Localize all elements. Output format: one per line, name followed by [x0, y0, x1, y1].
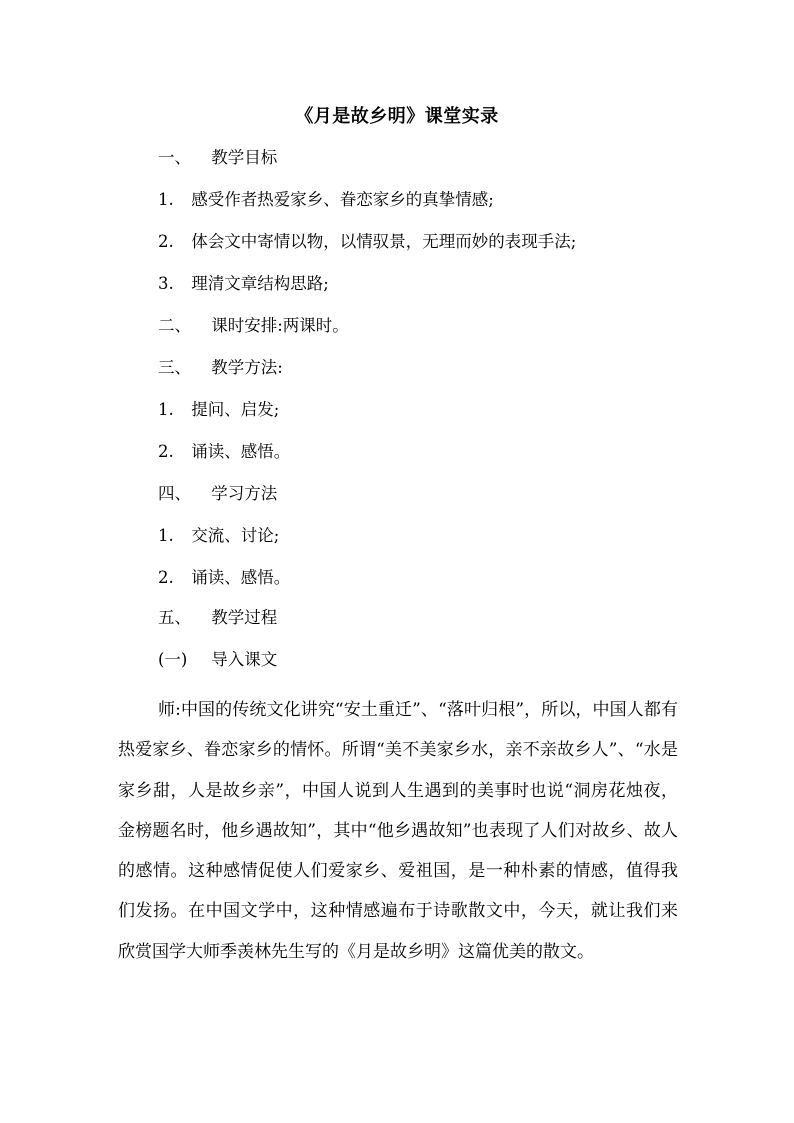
section-marker: 五、	[158, 608, 191, 627]
item-text: 提问、启发;	[191, 400, 280, 419]
section-marker: 三、	[158, 358, 191, 377]
item-number: 1.	[158, 526, 174, 545]
section-marker: 二、	[158, 316, 191, 335]
list-item	[158, 188, 494, 212]
section-heading-5	[158, 606, 277, 630]
section-heading-2	[158, 314, 349, 338]
item-text: 理清文章结构思路;	[191, 274, 329, 293]
item-text: 交流、讨论;	[191, 526, 280, 545]
item-text: 感受作者热爱家乡、眷恋家乡的真挚情感;	[191, 190, 494, 209]
item-text: 体会文中寄情以物，以情驭景，无理而妙的表现手法;	[191, 232, 577, 251]
list-item	[158, 440, 290, 464]
list-item	[158, 524, 279, 548]
subsection-text: 导入课文	[211, 650, 278, 669]
section-marker: 四、	[158, 484, 191, 503]
list-item	[158, 230, 576, 254]
section-text: 课时安排:两课时。	[211, 316, 349, 335]
list-item	[158, 398, 279, 422]
item-number: 3.	[158, 274, 174, 293]
document-title: 《月是故乡明》课堂实录	[295, 106, 499, 127]
section-heading-1	[158, 146, 277, 170]
section-text: 教学过程	[211, 608, 278, 627]
item-number: 2.	[158, 232, 174, 251]
item-number: 1.	[158, 400, 174, 419]
subsection-marker: (一)	[158, 650, 188, 669]
item-number: 1.	[158, 190, 174, 209]
section-heading-4	[158, 482, 277, 506]
item-number: 2.	[158, 442, 174, 461]
body-paragraph: 师:中国的传统文化讲究“安土重迁”、“落叶归根”，所以，中国人都有热爱家乡、眷恋家乡的情怀。所谓“美不美家乡水，亲不亲故乡人”、“水是家乡甜，人是故乡亲”，中国人说到人生遇到的美事时也说“洞房花烛夜，金榜题名时，他乡遇故知”，其中“他乡遇故知”也表现了人们对故乡、故人的感情。这种感情促使人们爱家乡、爱祖国，是一种朴素的情感，值得我们发扬。在中国文学中，这种情感遍布于诗歌散文中，今天，就让我们来欣赏国学大师季羡林先生写的《月是故乡明》这篇优美的散文。	[118, 700, 678, 962]
list-item	[158, 272, 329, 296]
subsection-heading	[158, 648, 277, 672]
item-number: 2.	[158, 568, 174, 587]
item-text: 诵读、感悟。	[191, 442, 291, 461]
section-text: 学习方法	[211, 484, 278, 503]
section-text: 教学目标	[211, 148, 278, 167]
section-marker: 一、	[158, 148, 191, 167]
item-text: 诵读、感悟。	[191, 568, 291, 587]
list-item	[158, 566, 290, 590]
section-heading-3	[158, 356, 283, 380]
section-text: 教学方法:	[211, 358, 283, 377]
